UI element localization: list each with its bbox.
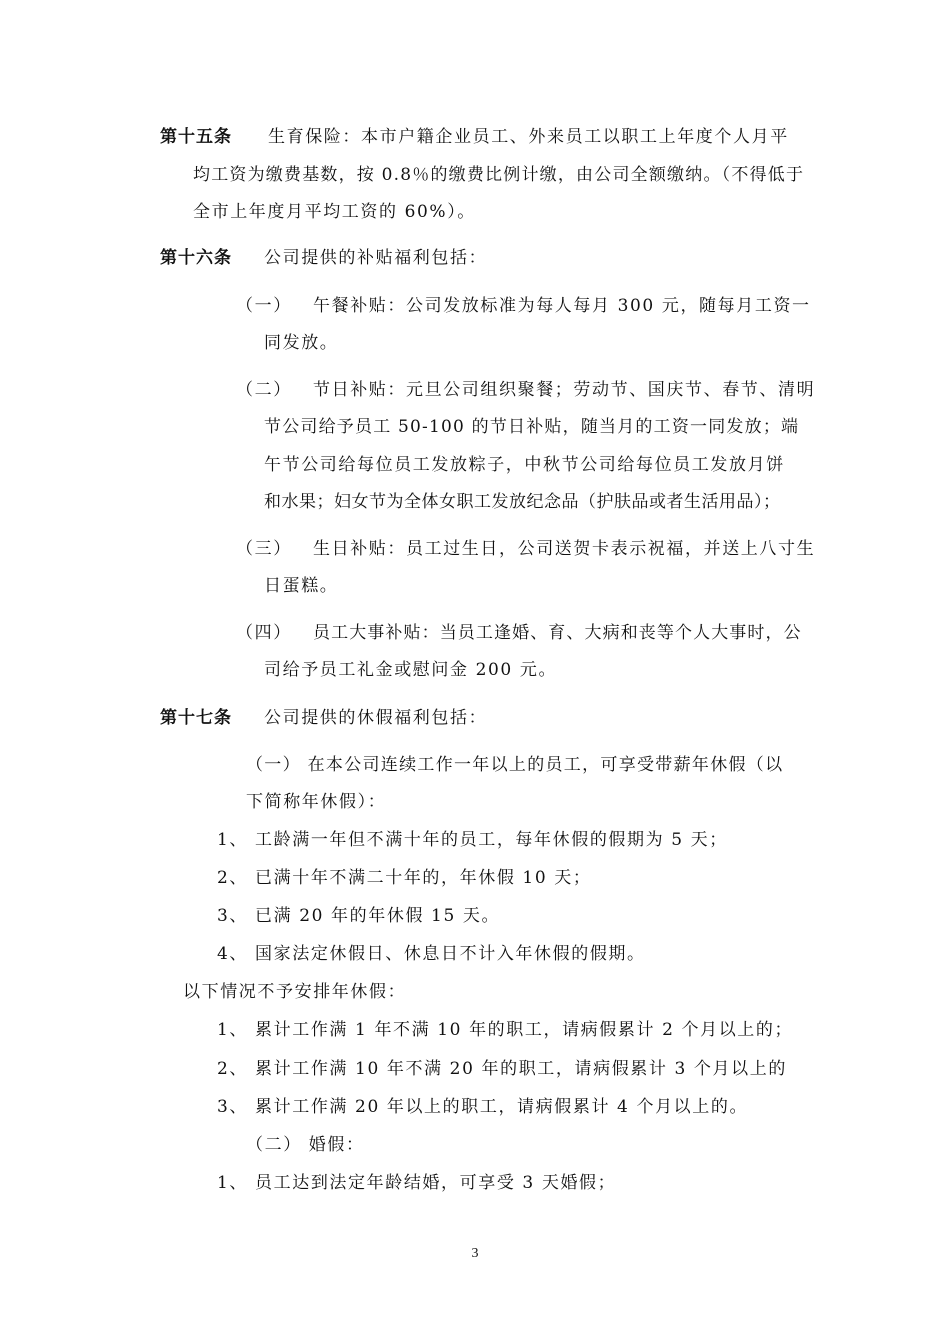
clause-text: 下简称年休假）： [246, 792, 387, 812]
list-item: 4、 国家法定休假日、休息日不计入年休假的假期。 [217, 944, 646, 964]
article-text: 公司提供的补贴福利包括： [264, 248, 488, 268]
article-heading: 第十五条 [160, 127, 232, 147]
list-item: 2、 累计工作满 10 年不满 20 年的职工，请病假累计 3 个月以上的 [217, 1059, 787, 1079]
list-item: 3、 已满 20 年的年休假 15 天。 [217, 906, 501, 926]
article-text: 全市上年度月平均工资的 60%）。 [193, 202, 476, 222]
list-item: 3、 累计工作满 20 年以上的职工，请病假累计 4 个月以上的。 [217, 1097, 749, 1117]
page-number: 3 [471, 1246, 479, 1261]
clause-text: （二） 婚假： [246, 1135, 365, 1155]
clause-text: 日蛋糕。 [264, 576, 339, 596]
list-item: 1、 累计工作满 1 年不满 10 年的职工，请病假累计 2 个月以上的； [217, 1020, 794, 1040]
clause-number: （二） [236, 380, 292, 400]
list-item: 2、 已满十年不满二十年的，年休假 10 天； [217, 868, 592, 888]
article-text: 公司提供的休假福利包括： [264, 708, 488, 728]
clause-text: 午餐补贴：公司发放标准为每人每月 300 元，随每月工资一 [313, 296, 811, 316]
list-item: 1、 工龄满一年但不满十年的员工，每年休假的假期为 5 天； [217, 830, 728, 850]
list-item: 1、 员工达到法定年龄结婚，可享受 3 天婚假； [217, 1173, 617, 1193]
article-heading: 第十七条 [160, 708, 232, 728]
clause-text: 节公司给予员工 50-100 的节日补贴，随当月的工资一同发放；端 [264, 417, 800, 437]
article-text: 均工资为缴费基数，按 0.8％的缴费比例计缴，由公司全额缴纳。（不得低于 [193, 165, 805, 185]
clause-text: 员工大事补贴：当员工逢婚、育、大病和丧等个人大事时，公 [313, 623, 802, 643]
clause-text: 司给予员工礼金或慰问金 200 元。 [264, 660, 558, 680]
clause-number: （三） [236, 539, 292, 559]
clause-text: 同发放。 [264, 333, 339, 353]
clause-text: （一） 在本公司连续工作一年以上的员工，可享受带薪年休假（以 [246, 755, 784, 775]
clause-text: 午节公司给每位员工发放粽子，中秋节公司给每位员工发放月饼 [264, 455, 785, 475]
clause-text: 节日补贴：元旦公司组织聚餐；劳动节、国庆节、春节、清明 [313, 380, 816, 400]
clause-text: 生日补贴：员工过生日，公司送贺卡表示祝福，并送上八寸生 [313, 539, 816, 559]
clause-number: （一） [236, 296, 292, 316]
clause-number: （四） [236, 623, 292, 643]
article-text: 生育保险：本市户籍企业员工、外来员工以职工上年度个人月平 [268, 127, 789, 147]
clause-text: 和水果；妇女节为全体女职工发放纪念品（护肤品或者生活用品）； [264, 492, 781, 512]
article-heading: 第十六条 [160, 248, 232, 268]
exception-heading: 以下情况不予安排年休假： [183, 982, 407, 1002]
